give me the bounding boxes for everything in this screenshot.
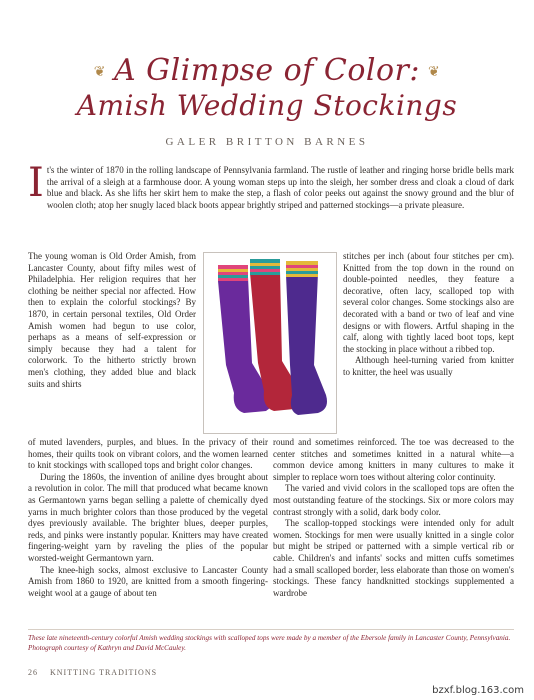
intro-text: t's the winter of 1870 in the rolling landscape of Pennsylvania farmland. The rustle of leather and ringing horse bridle bells mark the arrival of a sleigh at a farmhouse door. A young woman steps up into the sleigh, her somber dress and cloak a cloud of dark blue and black. As she lifts her skirt hem to make the step, a flash of color peeks out against the snowy ground and the blur of woolen cloth; atop her snugly laced black boots appear brightly striped and patterned stockings—a private pleasure.	[46, 165, 514, 210]
stockings-illustration	[204, 253, 336, 433]
left-bottom-paragraph-1: of muted lavenders, purples, and blues. In the privacy of their homes, their quilts took on vibrant colors, and the women learned to knit stockings with scalloped tops and bright color changes.	[28, 437, 268, 471]
ornament-right-icon: ❦	[428, 64, 441, 80]
ornament-left-icon: ❦	[93, 64, 106, 80]
right-paragraph-2: Although heel-turning varied from knitter to knitter, the heel was usually	[343, 355, 514, 377]
left-bottom-paragraph-3: The knee-high socks, almost exclusive to Lancaster County Amish from 1860 to 1920, are knitted from a smooth fingering-weight wool at a gauge of about ten	[28, 564, 268, 598]
left-bottom-paragraph-2: During the 1860s, the invention of aniline dyes brought about a revolution in color. The mill that produced what became known as Germantown yarns began selling a palette of chemically dyed yarns in much brighter colors than those produced by the vegetal dyes previously available. The brighter blues, deeper purples, reds, and pinks were instantly popular. Knitters may have created fingering-weight yarn by raveling the plies of the popular worsted-weight Germantown yarn.	[28, 471, 268, 563]
watermark: bzxf.blog.163.com	[432, 685, 524, 696]
article-title-line2: Amish Wedding Stockings	[76, 89, 458, 122]
right-paragraph-1: stitches per inch (about four stitches per cm). Knitted from the top down in the round on double-pointed needles, they feature a decorative, often lacy, scalloped top with several color changes. Some stockings also are decorated with a band or two of leaf and vine designs or with flowers. Artful shaping in the calf, along with tightly laced boot tops, kept the stocking in place without a ribbed top.	[343, 251, 514, 354]
right-bottom-paragraph-2: The varied and vivid colors in the scalloped tops are often the most outstanding feature of the stockings. Six or more colors may contrast strongly with a solid, dark body color.	[273, 483, 514, 517]
photo-caption: These late nineteenth-century colorful Amish wedding stockings with scalloped tops were made by a member of the Ebersole family in Lancaster County, Pennsylvania. Photograph courtesy of Kathryn and David McCauley.	[28, 629, 514, 653]
publication-title: KNITTING TRADITIONS	[50, 668, 158, 677]
right-column-bottom	[273, 437, 514, 599]
title-text-1: A Glimpse of Color:	[113, 53, 420, 88]
page-folio	[28, 668, 157, 677]
right-bottom-paragraph-3: The scallop-topped stockings were intended only for adult women. Stockings for men were usually knitted in a single color but might be striped or patterned with a simple vertical rib or cable. Children's and infants' socks and mitten cuffs sometimes had a small scalloped border, less elaborate than those on women's stockings. These fancy handknitted stockings supplemented a wardrobe	[273, 518, 514, 598]
article-title-line1	[0, 52, 534, 91]
drop-cap: I	[28, 160, 44, 206]
left-column-bottom	[28, 437, 268, 599]
stocking-right	[286, 261, 327, 415]
left-paragraph-1: The young woman is Old Order Amish, from Lancaster County, about fifty miles west of Philadelphia. Her religion requires that her clothing be neither special nor affected. How then to explain the colorful stockings? By 1870, in certain personal textiles, Old Order Amish women had begun to use color, perhaps as a means of self-expression or simply because they had a talent for colorwork. To the hitherto strictly brown men's clothing, they added blue and black suits and shirts	[28, 251, 196, 389]
stockings-photo	[203, 252, 337, 434]
page-number: 26	[28, 668, 38, 677]
right-bottom-paragraph-1: round and sometimes reinforced. The toe was decreased to the center stitches and sometimes knitted in a natural white—a common device among knitters in many cultures to make it simpler to replace worn toes without altering color continuity.	[273, 437, 514, 482]
right-column-top	[343, 251, 514, 379]
left-column-top	[28, 251, 196, 390]
intro-paragraph	[28, 160, 514, 211]
author-byline: GALER BRITTON BARNES	[165, 136, 369, 148]
